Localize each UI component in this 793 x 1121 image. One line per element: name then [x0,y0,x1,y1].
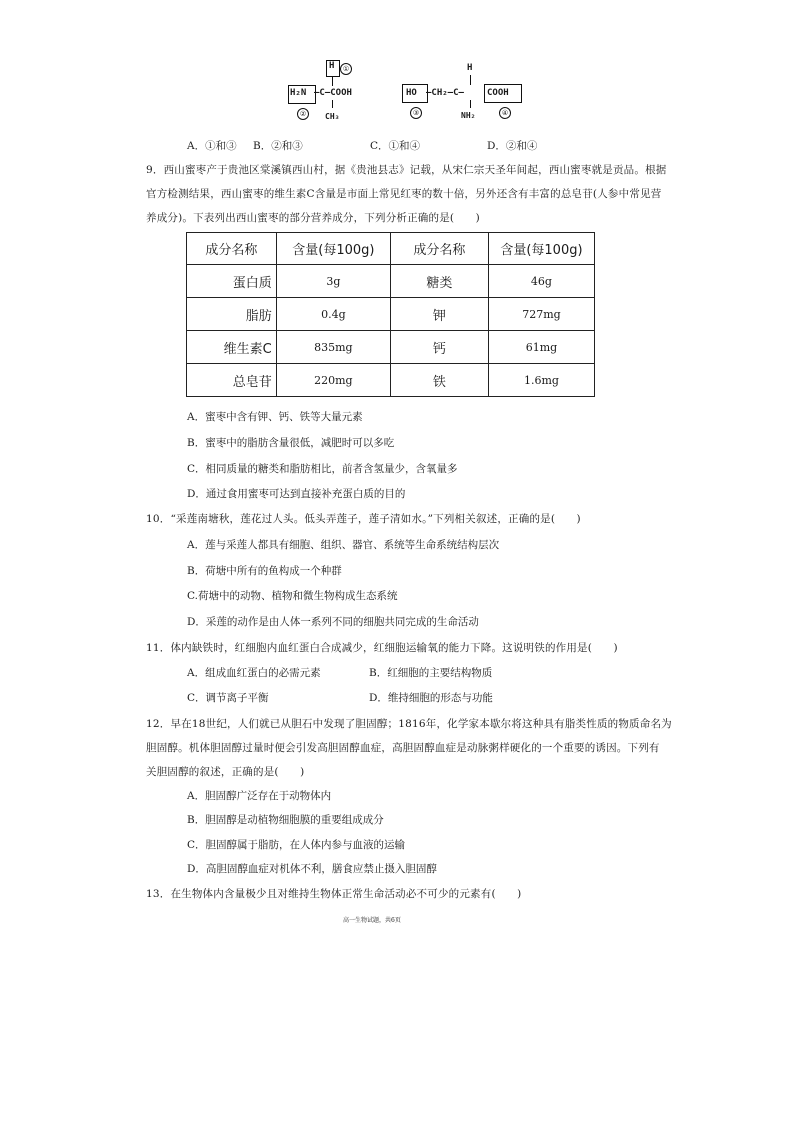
table-row [187,298,595,331]
q12-stem-line1: 12．早在18世纪，人们就已从胆石中发现了胆固醇；1816年，化学家本歇尔将这种具有脂类性质的物质命名为 [146,718,672,730]
q11-option-a: A．组成血红蛋白的必需元素 [187,667,321,679]
q9-option-a: A．蜜枣中含有钾、钙、铁等大量元素 [187,411,363,423]
table-cell: 3g [276,265,390,298]
q8-option-a: A．①和③ [187,140,237,152]
q11-option-d: D．维持细胞的形态与功能 [369,692,493,704]
table-cell: 46g [488,265,594,298]
table-cell: 61mg [488,331,594,364]
table-header-row [187,233,595,265]
table-cell: 脂肪 [187,298,277,331]
formula-right-chain: —CH₂—C— [426,88,464,98]
page-footer: 高一生物试题，共6页 [343,917,401,924]
q12-stem-line2: 胆固醇。机体胆固醇过量时便会引发高胆固醇血症，高胆固醇血症是动脉粥样硬化的一个重要的诱因。下列有 [146,742,660,754]
q9-option-c: C．相同质量的糖类和脂肪相比，前者含氢量少，含氧量多 [187,463,458,475]
table-cell: 0.4g [276,298,390,331]
q10-option-a: A．莲与采莲人都具有细胞、组织、器官、系统等生命系统结构层次 [187,539,500,551]
table-cell: 835mg [276,331,390,364]
formula-right-carboxyl: COOH [487,88,509,98]
table-cell: 钾 [390,298,488,331]
table-cell: 727mg [488,298,594,331]
formula-right-bond-bottom [470,100,471,108]
table-cell: 铁 [390,364,488,397]
table-cell: 钙 [390,331,488,364]
q12-option-d: D．高胆固醇血症对机体不利，膳食应禁止摄入胆固醇 [187,863,437,875]
formula-left-chain: —C—COOH [314,88,352,98]
q9-stem-line2: 官方检测结果，西山蜜枣的维生素C含量是市面上常见红枣的数十倍，另外还含有丰富的总皂苷(人参中常见营 [146,188,662,200]
formula-left-bond-v [332,76,333,86]
table-header: 成分名称 [390,233,488,265]
q8-option-b: B．②和③ [253,140,303,152]
formula-left-amine: H₂N [290,88,307,98]
formula-label-3: ③ [410,107,422,119]
formula-label-2: ② [297,108,309,120]
q9-stem-line1: 9．西山蜜枣产于贵池区棠溪镇西山村，据《贵池县志》记载，从宋仁宗天圣年间起，西山蜜枣就是贡品。根据 [146,164,667,176]
q10-option-d: D．采莲的动作是由人体一系列不同的细胞共同完成的生命活动 [187,616,479,628]
q10-option-c: C.荷塘中的动物、植物和微生物构成生态系统 [187,590,398,602]
table-row [187,331,595,364]
nutrition-table [186,232,595,397]
formula-label-1: ① [340,63,352,75]
table-cell: 总皂苷 [187,364,277,397]
q9-stem-line3: 养成分)。下表列出西山蜜枣的部分营养成分，下列分析正确的是( ) [146,212,480,224]
formula-right-amine: NH₂ [461,111,476,120]
formula-right-bond-top [470,75,471,85]
table-row [187,265,595,298]
q10-option-b: B．荷塘中所有的鱼构成一个种群 [187,565,342,577]
formula-left-bond-v2 [332,100,333,108]
q8-option-c: C．①和④ [370,140,421,152]
formula-left-h: H [329,61,335,71]
q9-option-d: D．通过食用蜜枣可达到直接补充蛋白质的目的 [187,488,406,500]
q12-option-c: C．胆固醇属于脂肪，在人体内参与血液的运输 [187,839,406,851]
table-cell: 220mg [276,364,390,397]
q11-stem: 11．体内缺铁时，红细胞内血红蛋白合成减少，红细胞运输氧的能力下降。这说明铁的作用是( ) [146,642,618,654]
formula-label-4: ④ [499,107,511,119]
formula-right-hydroxyl: HO [406,88,417,98]
q10-stem: 10．“采莲南塘秋，莲花过人头。低头弄莲子，莲子清如水。”下列相关叙述，正确的是( ) [146,513,581,525]
table-cell: 蛋白质 [187,265,277,298]
table-header: 含量(每100g) [488,233,594,265]
table-cell: 1.6mg [488,364,594,397]
q11-option-c: C．调节离子平衡 [187,692,269,704]
table-header: 成分名称 [187,233,277,265]
q12-option-b: B．胆固醇是动植物细胞膜的重要组成成分 [187,814,384,826]
q12-stem-line3: 关胆固醇的叙述，正确的是( ) [146,766,305,778]
q8-option-d: D．②和④ [487,140,538,152]
table-header: 含量(每100g) [276,233,390,265]
q12-option-a: A．胆固醇广泛存在于动物体内 [187,790,332,802]
q11-option-b: B．红细胞的主要结构物质 [369,667,493,679]
table-cell: 维生素C [187,331,277,364]
q13-stem: 13．在生物体内含量极少且对维持生物体正常生命活动必不可少的元素有( ) [146,888,522,900]
q9-option-b: B．蜜枣中的脂肪含量很低，减肥时可以多吃 [187,437,395,449]
formula-left-methyl: CH₃ [325,112,340,121]
table-cell: 糖类 [390,265,488,298]
formula-right-h: H [467,63,473,73]
table-row [187,364,595,397]
